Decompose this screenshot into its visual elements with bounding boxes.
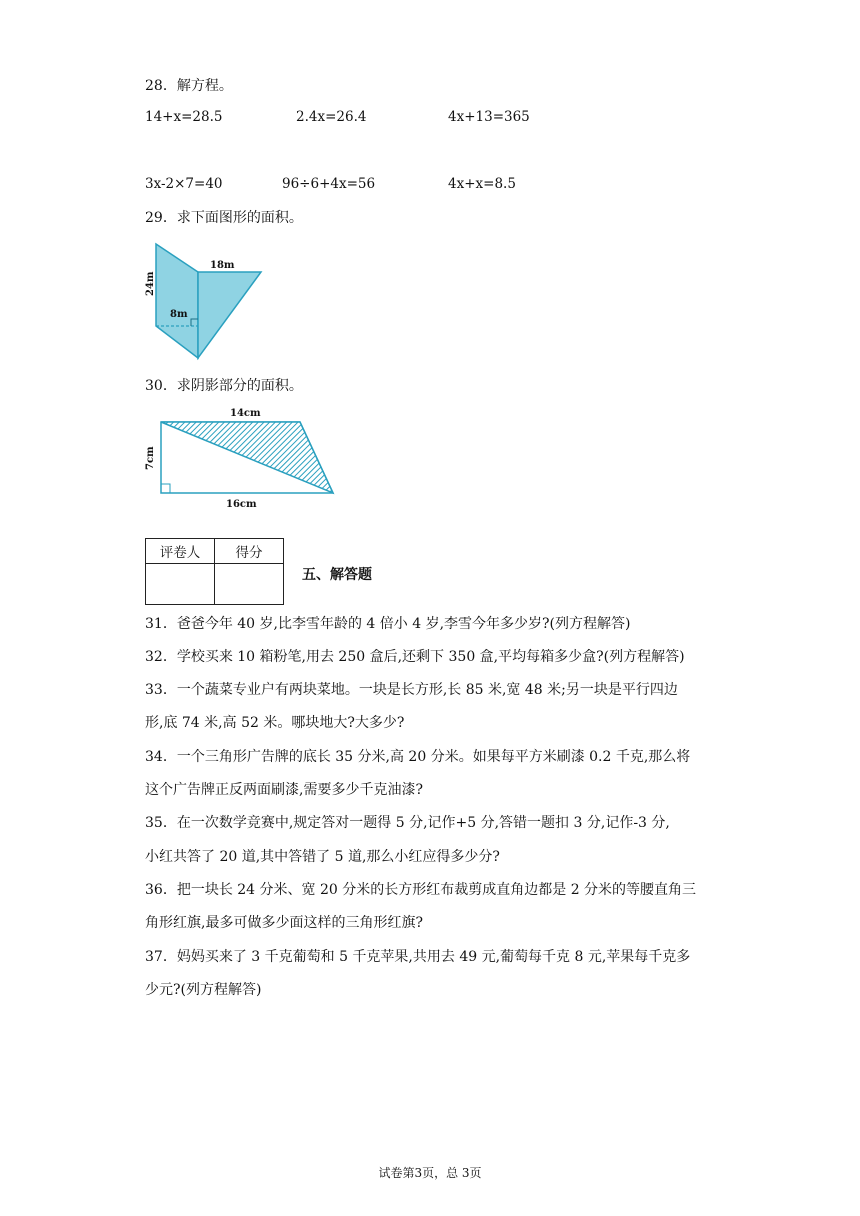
question-35-line2: 小红共答了 20 道,其中答错了 5 道,那么小红应得多少分? [145, 849, 500, 865]
equation-4: 3x-2×7=40 [145, 176, 223, 192]
question-31: 31．爸爸今年 40 岁,比李雪年龄的 4 倍小 4 岁,李雪今年多少岁?(列方程解答) [145, 616, 631, 632]
q29-label-top: 18m [210, 260, 235, 271]
q30-label-bottom: 16cm [226, 499, 257, 510]
q30-label-top: 14cm [230, 408, 261, 419]
q29-label-side: 24m [145, 271, 156, 296]
q29-title: 29．求下面图形的面积。 [145, 210, 303, 226]
equation-2: 2.4x=26.4 [296, 109, 367, 125]
question-35-line1: 35．在一次数学竞赛中,规定答对一题得 5 分,记作+5 分,答错一题扣 3 分,记作-3 分, [145, 815, 670, 831]
question-36-line2: 角形红旗,最多可做多少面这样的三角形红旗? [145, 915, 423, 931]
question-34-line2: 这个广告牌正反两面刷漆,需要多少千克油漆? [145, 782, 423, 798]
page-footer: 试卷第3页，总 3页 [378, 1166, 482, 1180]
question-34-line1: 34．一个三角形广告牌的底长 35 分米,高 20 分米。如果每平方米刷漆 0.2 千克,那么将 [145, 749, 691, 765]
question-33-line2: 形,底 74 米,高 52 米。哪块地大?大多少? [145, 715, 405, 731]
equation-1: 14+x=28.5 [145, 109, 223, 125]
score-table [145, 538, 284, 605]
q29-left-shape [156, 244, 198, 358]
question-37-line1: 37．妈妈买来了 3 千克葡萄和 5 千克苹果,共用去 49 元,葡萄每千克 8 元,苹果每千克多 [145, 949, 691, 965]
q30-figure [140, 404, 340, 514]
score-table-score-cell [215, 564, 284, 605]
q29-right-triangle [198, 272, 261, 358]
equation-6: 4x+x=8.5 [448, 176, 516, 192]
question-33-line1: 33．一个蔬菜专业户有两块菜地。一块是长方形,长 85 米,宽 48 米;另一块是平行四边 [145, 682, 678, 698]
question-37-line2: 少元?(列方程解答) [145, 982, 262, 998]
q30-title: 30．求阴影部分的面积。 [145, 378, 303, 394]
score-table-reviewer-cell [146, 564, 215, 605]
section-title: 五、解答题 [302, 567, 372, 583]
score-table-score: 得分 [215, 539, 284, 564]
equation-3: 4x+13=365 [448, 109, 530, 125]
q29-label-height: 8m [170, 309, 188, 320]
q30-label-side: 7cm [145, 446, 156, 470]
question-32: 32．学校买来 10 箱粉笔,用去 250 盒后,还剩下 350 盒,平均每箱多少盒?(列方程解答) [145, 649, 685, 665]
equation-5: 96÷6+4x=56 [282, 176, 376, 192]
score-table-reviewer: 评卷人 [146, 539, 215, 564]
q29-figure [140, 238, 270, 364]
q28-title: 28．解方程。 [145, 78, 233, 94]
question-36-line1: 36．把一块长 24 分米、宽 20 分米的长方形红布裁剪成直角边都是 2 分米的等腰直角三 [145, 882, 697, 898]
